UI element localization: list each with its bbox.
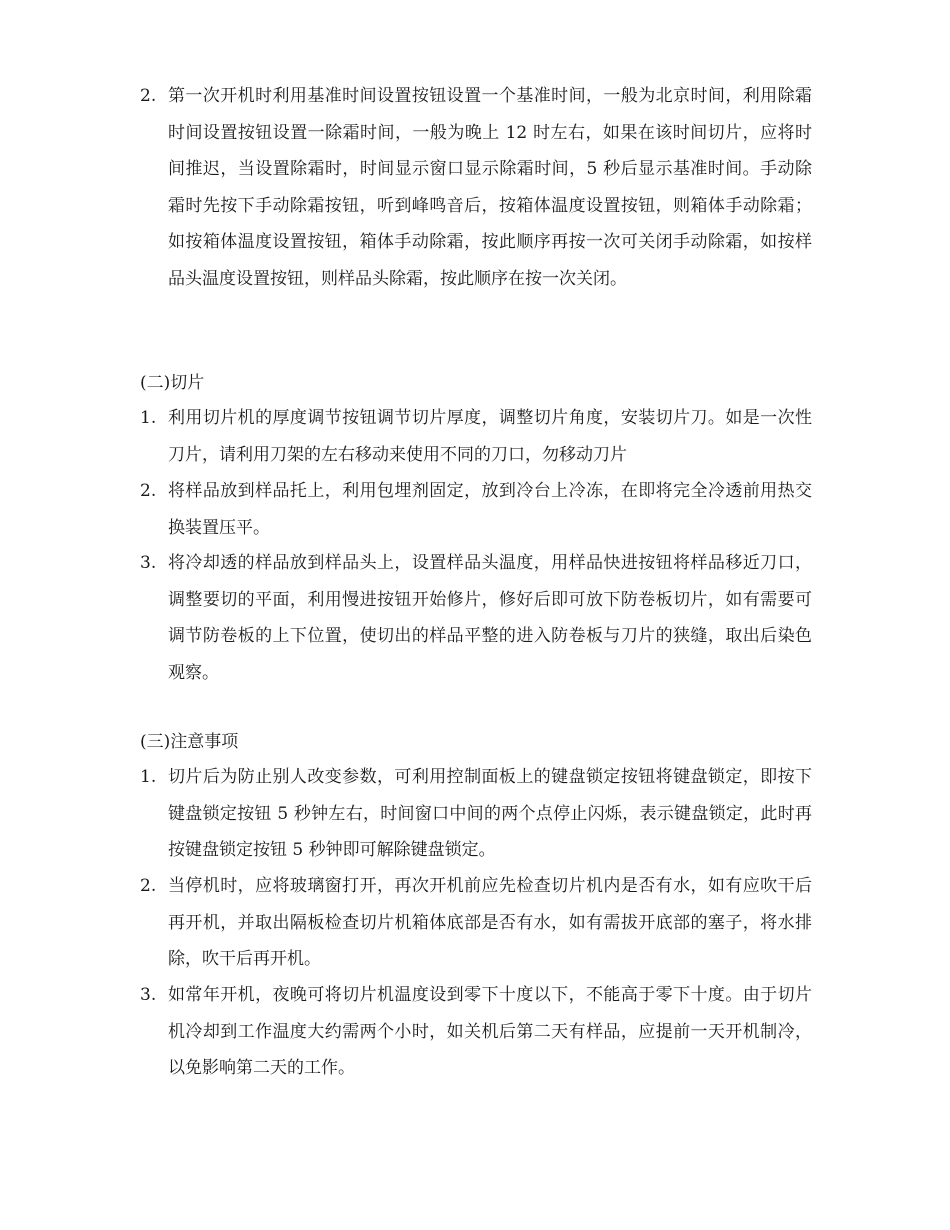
section-slicing-item-2 — [140, 473, 812, 546]
list-item — [140, 78, 812, 297]
section-slicing-item-3 — [140, 545, 812, 691]
section-notes-item-3 — [140, 977, 812, 1087]
list-item-text: 第一次开机时利用基准时间设置按钮设置一个基准时间，一般为北京时间，利用除霜时间设置按钮设置一除霜时间，一般为晚上 12 时左右，如果在该时间切片，应将时间推迟，当设置除霜时，时间显示窗口显示除霜时间，5 秒后显示基准时间。手动除霜时先按下手动除霜按钮，听到峰鸣音后，按箱体温度设置按钮，则箱体手动除霜；如按箱体温度设置按钮，箱体手动除霜，按此顺序再按一次可关闭手动除霜，如按样品头温度设置按钮，则样品头除霜，按此顺序在按一次关闭。 — [168, 86, 812, 289]
list-item-number: 2. — [140, 876, 157, 896]
list-item-text: 利用切片机的厚度调节按钮调节切片厚度，调整切片角度，安装切片刀。如是一次性刀片，请利用刀架的左右移动来使用不同的刀口，勿移动刀片 — [168, 408, 812, 465]
list-item-number: 1. — [140, 408, 157, 428]
list-item-text: 切片后为防止别人改变参数，可利用控制面板上的键盘锁定按钮将键盘锁定，即按下键盘锁定按钮 5 秒钟左右，时间窗口中间的两个点停止闪烁，表示键盘锁定，此时再按键盘锁定按钮 5 秒钟即可解除键盘锁定。 — [168, 767, 812, 860]
list-item-number: 1. — [140, 767, 157, 787]
list-item — [140, 977, 812, 1087]
section-notes-item-1 — [140, 759, 812, 869]
section-notes-item-2 — [140, 868, 812, 978]
section-heading: (三)注意事项 — [140, 732, 239, 752]
list-item — [140, 868, 812, 978]
list-item — [140, 545, 812, 691]
list-item-number: 2. — [140, 481, 157, 501]
section-defrost — [140, 78, 812, 297]
list-item — [140, 473, 812, 546]
list-item-number: 3. — [140, 985, 157, 1005]
list-item-text: 如常年开机，夜晚可将切片机温度设到零下十度以下，不能高于零下十度。由于切片机冷却到工作温度大约需两个小时，如关机后第二天有样品，应提前一天开机制冷，以免影响第二天的工作。 — [168, 985, 812, 1078]
list-item-number: 2. — [140, 86, 157, 106]
section-slicing-item-1 — [140, 400, 812, 473]
section-notes — [140, 724, 812, 760]
list-item-text: 当停机时，应将玻璃窗打开，再次开机前应先检查切片机内是否有水，如有应吹干后再开机，并取出隔板检查切片机箱体底部是否有水，如有需拔开底部的塞子，将水排除，吹干后再开机。 — [168, 876, 812, 969]
section-heading: (二)切片 — [140, 373, 205, 393]
list-item-text: 将冷却透的样品放到样品头上，设置样品头温度，用样品快进按钮将样品移近刀口，调整要切的平面，利用慢进按钮开始修片，修好后即可放下防卷板切片，如有需要可调节防卷板的上下位置，使切出的样品平整的进入防卷板与刀片的狭缝，取出后染色观察。 — [168, 553, 812, 683]
list-item-text: 将样品放到样品托上，利用包埋剂固定，放到冷台上冷冻，在即将完全冷透前用热交换装置压平。 — [168, 481, 812, 538]
section-slicing — [140, 365, 812, 401]
list-item — [140, 759, 812, 869]
list-item-number: 3. — [140, 553, 157, 573]
list-item — [140, 400, 812, 473]
